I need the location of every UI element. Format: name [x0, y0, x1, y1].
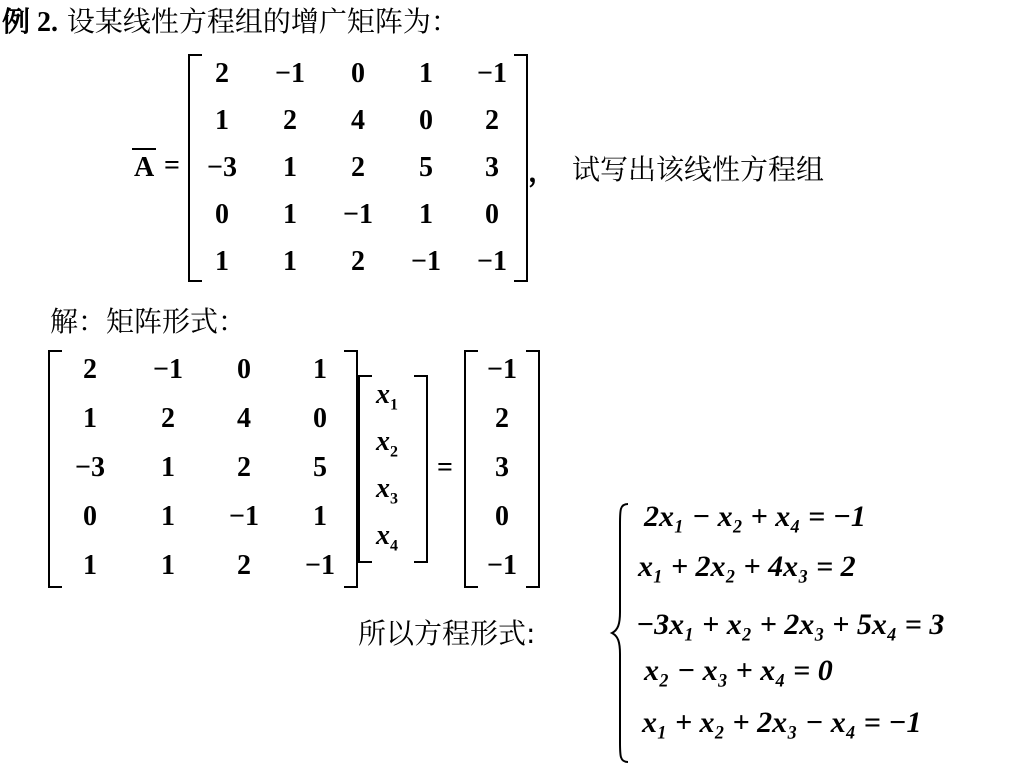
variable-subscript: 4: [390, 537, 398, 555]
matrix-cell: 2: [351, 246, 365, 277]
matrix-equals-sign: =: [437, 452, 453, 483]
matrix-cell: 0: [351, 58, 365, 89]
rhs-vector: [464, 350, 540, 588]
right-bracket: [414, 375, 428, 563]
matrix-cell: 1: [419, 58, 433, 89]
matrix-cell: 2: [485, 105, 499, 136]
coefficient-cell: 0: [83, 501, 97, 532]
coefficient-cell: 1: [83, 403, 97, 434]
variable-subscript: 3: [390, 490, 398, 508]
rhs-cell: 2: [495, 403, 509, 434]
equals-sign: =: [164, 150, 180, 181]
matrix-cell: 2: [215, 58, 229, 89]
matrix-cell: 2: [351, 152, 365, 183]
variable-cell: [376, 473, 398, 509]
matrix-cell: −1: [477, 58, 507, 89]
matrix-cell: 3: [485, 152, 499, 183]
matrix-cell: 1: [215, 246, 229, 277]
coefficient-cell: 2: [237, 550, 251, 581]
matrix-cell: 5: [419, 152, 433, 183]
variable-cell: [376, 520, 398, 556]
overline: [132, 148, 156, 150]
example-heading: [2, 4, 459, 40]
example-label: 例 2.: [2, 7, 59, 38]
matrix-cell: 1: [283, 199, 297, 230]
matrix-cell: −1: [477, 246, 507, 277]
matrix-cell: 1: [283, 152, 297, 183]
coefficient-cell: 1: [161, 452, 175, 483]
left-brace-icon: [608, 500, 632, 766]
matrix-cell: 1: [283, 246, 297, 277]
matrix-cell: 0: [419, 105, 433, 136]
equation-line: x₁ + 2x₂ + 4x₃ = 2: [638, 550, 856, 583]
coefficient-cell: 1: [161, 501, 175, 532]
matrix-cell: −3: [207, 152, 237, 183]
rhs-cell: −1: [487, 550, 517, 581]
coefficient-cell: −1: [305, 550, 335, 581]
variable-cell: [376, 379, 398, 415]
matrix-cell: 4: [351, 105, 365, 136]
variable-symbol: x: [376, 473, 390, 504]
equation-line: −3x₁ + x₂ + 2x₃ + 5x₄ = 3: [636, 608, 945, 641]
coefficient-cell: 1: [83, 550, 97, 581]
example-text: 设某线性方程组的增广矩阵为：: [66, 5, 459, 38]
coefficient-cell: 5: [313, 452, 327, 483]
equation-line: x₂ − x₃ + x₄ = 0: [644, 654, 833, 687]
matrix-cell: 1: [215, 105, 229, 136]
coefficient-cell: −1: [153, 354, 183, 385]
equation-list: [636, 496, 1016, 756]
matrix-cell: −1: [275, 58, 305, 89]
augmented-matrix: [188, 54, 528, 282]
coefficient-cell: 0: [237, 354, 251, 385]
matrix-cell: 0: [215, 199, 229, 230]
variable-symbol: x: [376, 379, 390, 410]
system-brace: [608, 500, 632, 766]
matrix-cell: 2: [283, 105, 297, 136]
matrix-cell: 1: [419, 199, 433, 230]
variable-vector: [358, 375, 428, 563]
coefficient-cell: 2: [83, 354, 97, 385]
coefficient-cell: −3: [75, 452, 105, 483]
rhs-cell: 3: [495, 452, 509, 483]
variable-subscript: 2: [390, 443, 398, 461]
matrix-cell: 0: [485, 199, 499, 230]
comma: ，: [528, 157, 557, 188]
variable-symbol: x: [376, 426, 390, 457]
equation-line: 2x₁ − x₂ + x₄ = −1: [644, 500, 866, 533]
prompt-text: 试写出该线性方程组: [572, 153, 825, 186]
coefficient-cell: −1: [229, 501, 259, 532]
coefficient-cell: 0: [313, 403, 327, 434]
matrix-a-label: A: [132, 148, 158, 188]
coefficient-matrix: [48, 350, 358, 588]
coefficient-cell: 4: [237, 403, 251, 434]
coefficient-cell: 2: [237, 452, 251, 483]
solution-label: 解：矩阵形式：: [50, 305, 247, 338]
variable-symbol: x: [376, 520, 390, 551]
equation-line: x₁ + x₂ + 2x₃ − x₄ = −1: [642, 706, 922, 739]
equation-form-label: 所以方程形式:: [358, 617, 536, 650]
matrix-cell: −1: [411, 246, 441, 277]
variable-subscript: 1: [390, 396, 398, 414]
coefficient-cell: 1: [161, 550, 175, 581]
variable-cell: [376, 426, 398, 462]
coefficient-cell: 2: [161, 403, 175, 434]
coefficient-cell: 1: [313, 354, 327, 385]
matrix-cell: −1: [343, 199, 373, 230]
rhs-cell: −1: [487, 354, 517, 385]
coefficient-cell: 1: [313, 501, 327, 532]
rhs-cell: 0: [495, 501, 509, 532]
left-bracket: [358, 375, 372, 563]
